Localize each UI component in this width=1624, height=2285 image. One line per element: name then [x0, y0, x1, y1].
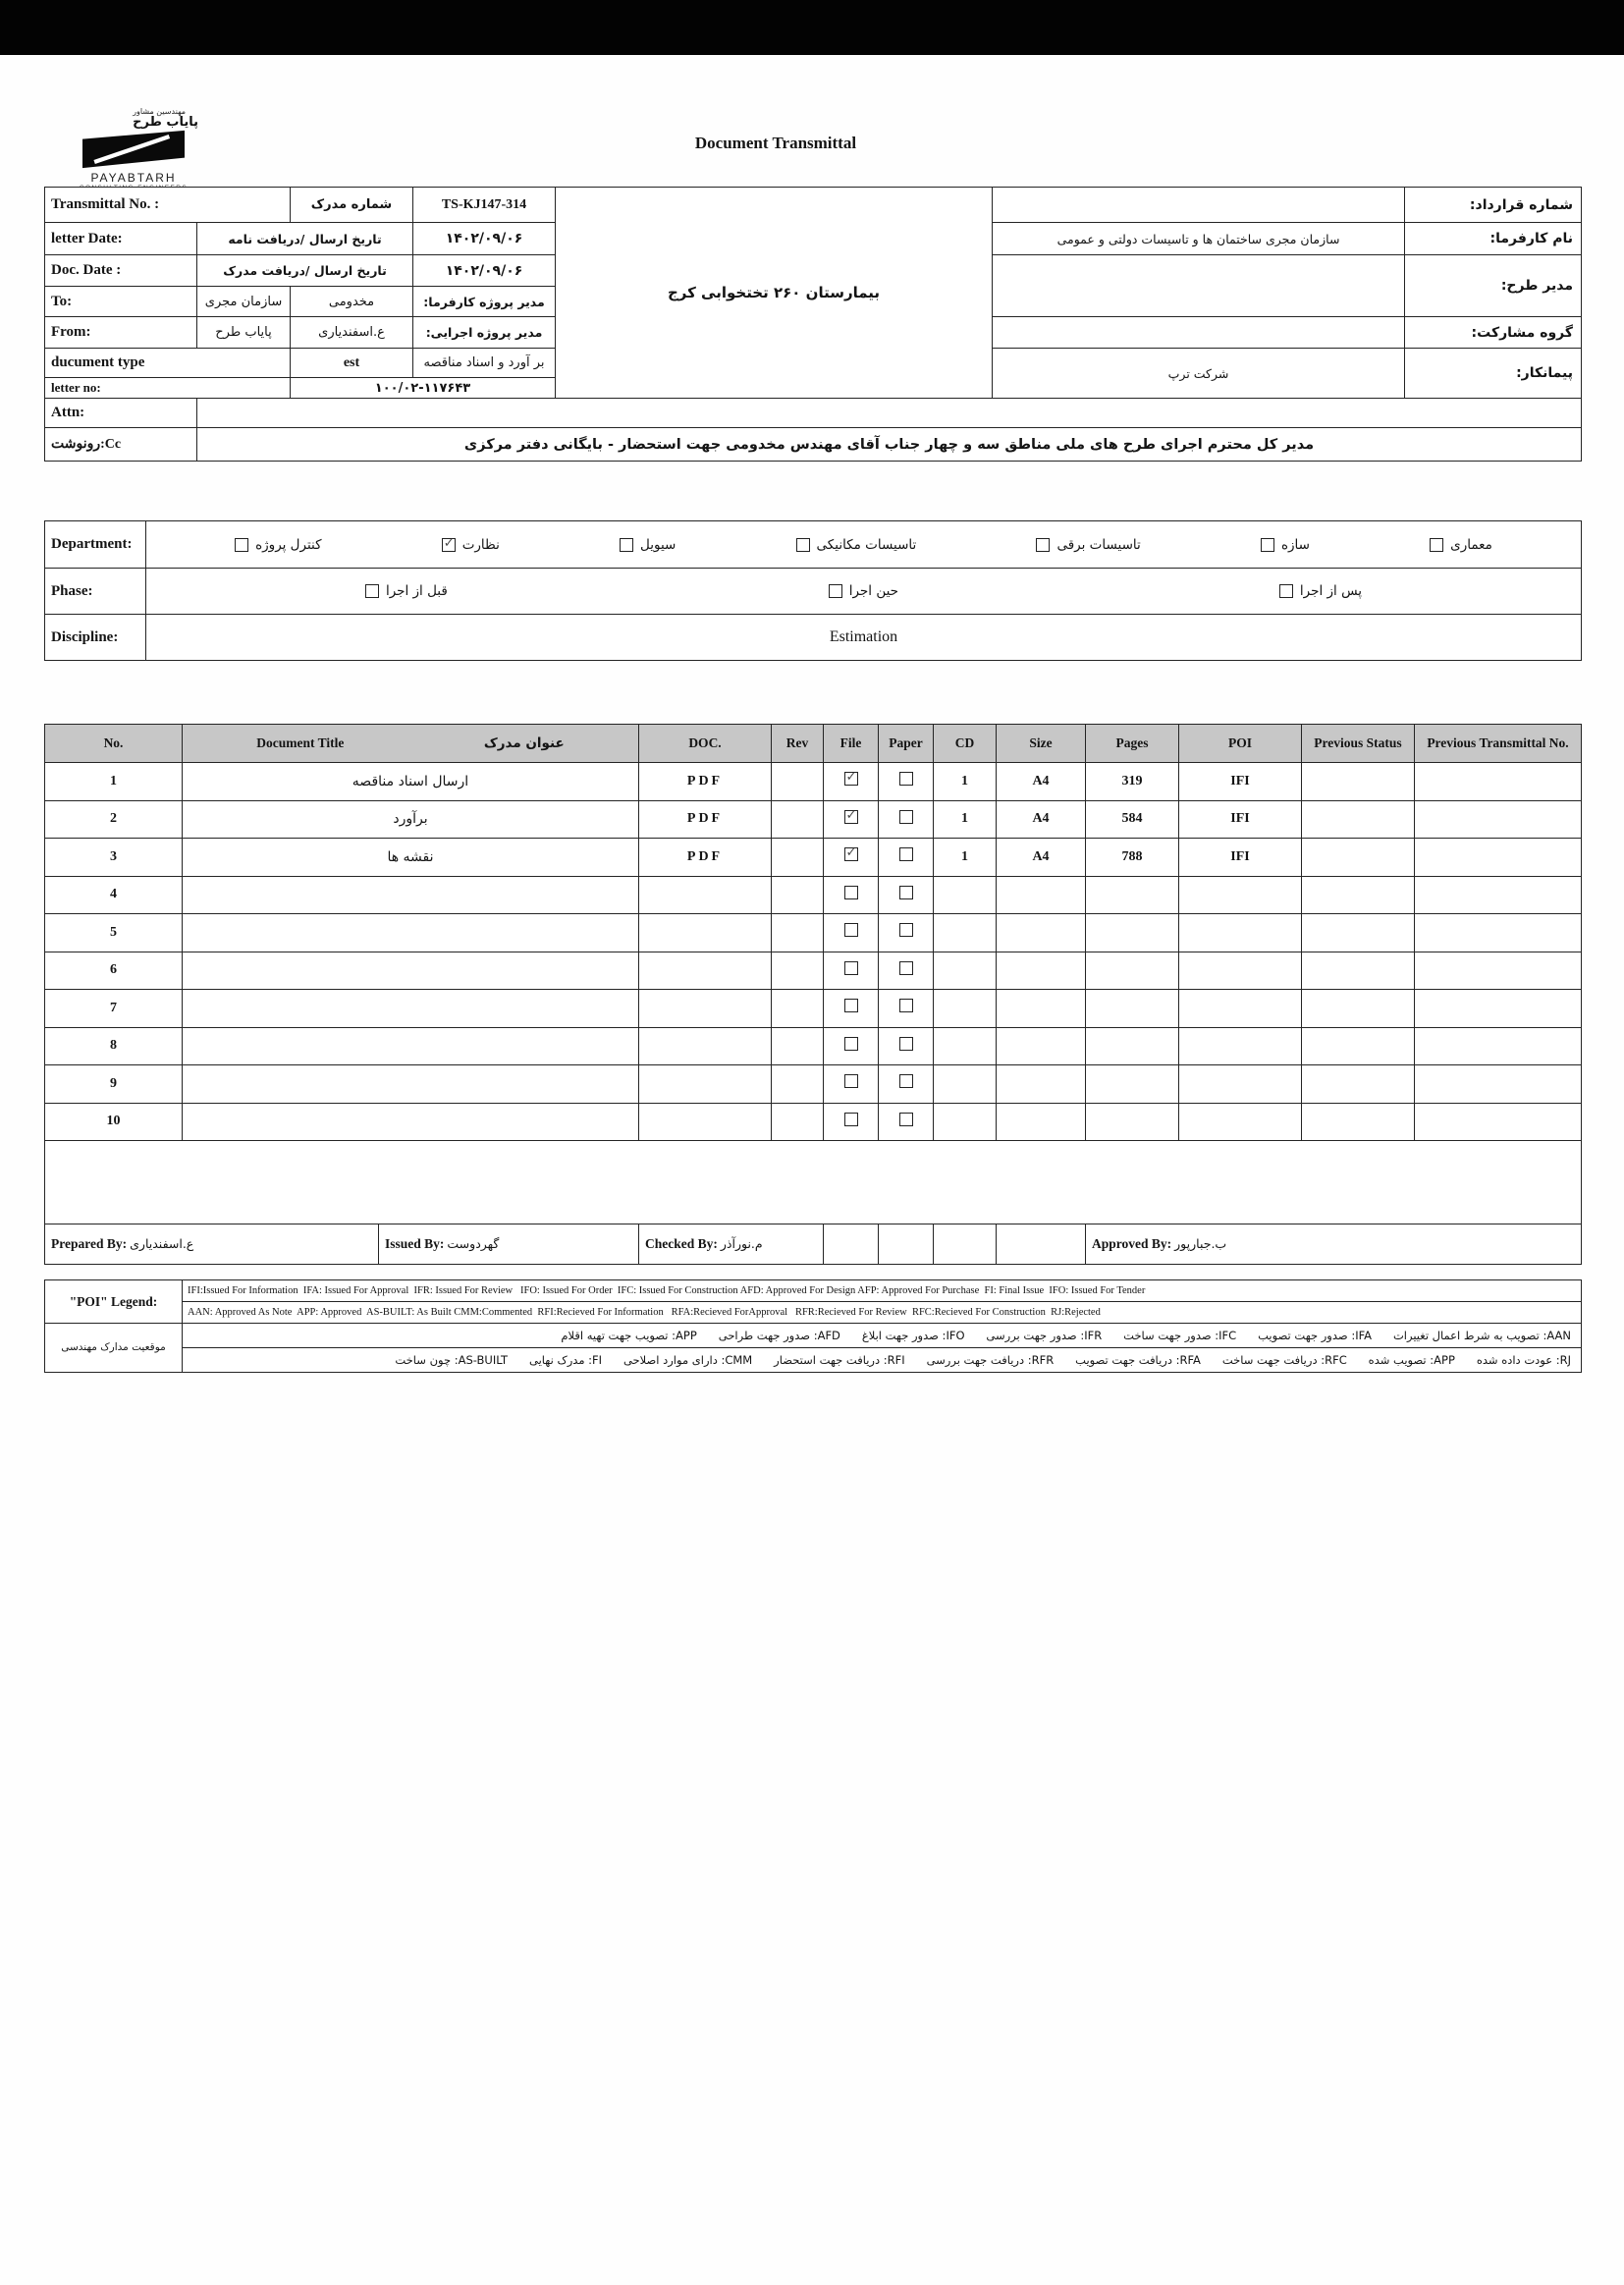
phase-option: [1279, 583, 1362, 599]
doc-paper-cell: [879, 1065, 934, 1104]
department-option: [442, 537, 500, 553]
document-row: [45, 876, 1582, 914]
doc-type-cell: PDF: [639, 839, 772, 877]
doc-type-cell: [639, 990, 772, 1028]
header-title-fa: عنوان مدرک: [483, 735, 565, 751]
checkbox-unchecked[interactable]: [844, 1037, 858, 1051]
doc-no-cell: 8: [45, 1027, 183, 1065]
checkbox-unchecked[interactable]: [899, 847, 913, 861]
option-label: حین اجرا: [848, 583, 899, 599]
doc-pages-cell: 584: [1086, 800, 1179, 839]
checkbox-unchecked[interactable]: [899, 772, 913, 786]
doc-paper-cell: [879, 952, 934, 990]
transmittal-no-label: Transmittal No. :: [45, 188, 291, 223]
doc-title-cell: ارسال اسناد مناقصه: [183, 763, 639, 801]
to-person: مخدومی: [291, 287, 413, 317]
doc-cd-cell: [934, 876, 997, 914]
header-prev-status: Previous Status: [1302, 725, 1415, 763]
doc-poi-cell: [1179, 1027, 1302, 1065]
doc-file-cell: [824, 1103, 879, 1141]
phase-label: Phase:: [45, 569, 146, 615]
doc-no-cell: 1: [45, 763, 183, 801]
doc-cd-cell: [934, 1027, 997, 1065]
doc-file-cell: [824, 990, 879, 1028]
doc-file-cell: [824, 800, 879, 839]
doc-type-cell: [639, 952, 772, 990]
doc-type-cell: [639, 876, 772, 914]
checkbox-unchecked[interactable]: [899, 1113, 913, 1126]
doc-prev-no-cell: [1415, 876, 1582, 914]
doc-size-cell: [997, 1065, 1086, 1104]
from-person: ع.اسفندیاری: [291, 317, 413, 349]
document-row: [45, 839, 1582, 877]
document-row: [45, 952, 1582, 990]
doc-paper-cell: [879, 763, 934, 801]
checkbox-unchecked[interactable]: [1279, 584, 1293, 598]
doc-type-cell: PDF: [639, 800, 772, 839]
approved-by-value: ب.جبارپور: [1174, 1236, 1227, 1251]
doc-pages-cell: [1086, 914, 1179, 952]
doc-prev-status-cell: [1302, 800, 1415, 839]
doc-pages-cell: [1086, 990, 1179, 1028]
checkbox-unchecked[interactable]: [899, 999, 913, 1012]
discipline-label: Discipline:: [45, 615, 146, 661]
fa-legend-line-1: AAN: تصویب به شرط اعمال تغییرات IFA: صدور جهت تصویب IFC: صدور جهت ساخت IFR: صدور جهت بررسی IFO: صدور جهت ابلاغ AFD: صدور جهت طراحی APP: تصویب جهت تهیه اقلام: [183, 1324, 1582, 1348]
doc-poi-cell: [1179, 990, 1302, 1028]
doc-file-cell: [824, 1027, 879, 1065]
doc-paper-cell: [879, 800, 934, 839]
doc-no-cell: 5: [45, 914, 183, 952]
empty-space-cell: [45, 1141, 1582, 1224]
doc-rev-cell: [772, 800, 824, 839]
client-pm-label: مدیر پروژه کارفرما:: [413, 287, 556, 317]
doc-title-cell: [183, 1027, 639, 1065]
empty-space-row: [45, 1141, 1582, 1224]
fa-legend-line-2: RJ: عودت داده شده APP: تصویب شده RFC: دریافت جهت ساخت RFA: دریافت جهت تصویب RFR: دریافت جهت بررسی RFI: دریافت جهت استحضار CMM: دارای موارد اصلاحی FI: مدرک نهایی AS-BUILT: چون ساخت: [183, 1348, 1582, 1373]
doc-pages-cell: 788: [1086, 839, 1179, 877]
doc-prev-status-cell: [1302, 990, 1415, 1028]
doc-cd-cell: [934, 952, 997, 990]
doc-type-cell: PDF: [639, 763, 772, 801]
doc-cd-cell: [934, 1103, 997, 1141]
document-row: [45, 990, 1582, 1028]
doc-poi-cell: [1179, 1065, 1302, 1104]
signature-row: [44, 1224, 1582, 1265]
doc-title-cell: [183, 1065, 639, 1104]
doc-title-cell: نقشه ها: [183, 839, 639, 877]
doc-rev-cell: [772, 914, 824, 952]
checkbox-unchecked[interactable]: [844, 1074, 858, 1088]
department-option: [1036, 537, 1140, 553]
doc-paper-cell: [879, 990, 934, 1028]
department-option: [1430, 537, 1492, 553]
header-no: No.: [45, 725, 183, 763]
checked-by-label: Checked By:: [645, 1236, 718, 1251]
document-type-fa: بر آورد و اسناد مناقصه: [413, 349, 556, 378]
department-option: [620, 537, 676, 553]
doc-poi-cell: [1179, 1103, 1302, 1141]
option-label: نظارت: [461, 536, 500, 553]
option-label: پس از اجرا: [1299, 583, 1363, 599]
doc-poi-cell: [1179, 914, 1302, 952]
document-row: [45, 914, 1582, 952]
from-label: From:: [45, 317, 197, 349]
logo-en-name: PAYABTARH: [90, 171, 177, 186]
phase-option: [829, 583, 898, 599]
header-size: Size: [997, 725, 1086, 763]
jv-group-label: گروه مشارکت:: [1405, 317, 1582, 349]
doc-poi-cell: IFI: [1179, 839, 1302, 877]
doc-prev-no-cell: [1415, 990, 1582, 1028]
issued-by-value: گهردوست: [447, 1236, 500, 1251]
doc-file-cell: [824, 763, 879, 801]
doc-size-cell: A4: [997, 763, 1086, 801]
doc-rev-cell: [772, 1065, 824, 1104]
contractor-value: شرکت ترپ: [993, 349, 1405, 399]
checkbox-unchecked[interactable]: [365, 584, 379, 598]
header-prev-no: Previous Transmittal No.: [1415, 725, 1582, 763]
doc-title-cell: [183, 990, 639, 1028]
doc-rev-cell: [772, 1103, 824, 1141]
doc-type-cell: [639, 1103, 772, 1141]
doc-poi-cell: IFI: [1179, 800, 1302, 839]
doc-pages-cell: [1086, 952, 1179, 990]
doc-prev-no-cell: [1415, 1065, 1582, 1104]
doc-prev-status-cell: [1302, 839, 1415, 877]
doc-pages-cell: [1086, 1065, 1179, 1104]
doc-prev-no-cell: [1415, 1027, 1582, 1065]
signature-empty-cell: [879, 1224, 934, 1265]
checkbox-checked[interactable]: [844, 810, 858, 824]
doc-prev-no-cell: [1415, 1103, 1582, 1141]
doc-file-cell: [824, 914, 879, 952]
option-label: سیویل: [640, 536, 677, 553]
department-option: [235, 537, 321, 553]
doc-pages-cell: [1086, 876, 1179, 914]
department-option: [796, 537, 917, 553]
doc-paper-cell: [879, 1103, 934, 1141]
doc-type-cell: [639, 1065, 772, 1104]
option-label: سازه: [1280, 536, 1310, 553]
document-row: [45, 800, 1582, 839]
doc-rev-cell: [772, 952, 824, 990]
doc-prev-status-cell: [1302, 876, 1415, 914]
checkbox-checked[interactable]: [442, 538, 456, 552]
doc-cd-cell: [934, 990, 997, 1028]
header-paper: Paper: [879, 725, 934, 763]
doc-paper-cell: [879, 839, 934, 877]
doc-prev-status-cell: [1302, 1065, 1415, 1104]
doc-poi-cell: [1179, 876, 1302, 914]
doc-paper-cell: [879, 876, 934, 914]
letter-date-label: letter Date:: [45, 223, 197, 255]
prepared-by-cell: [45, 1224, 379, 1265]
doc-prev-no-cell: [1415, 839, 1582, 877]
transmittal-no-value: TS-KJ147-314: [413, 188, 556, 223]
signature-empty-cell: [997, 1224, 1086, 1265]
checkbox-unchecked[interactable]: [844, 1113, 858, 1126]
doc-prev-status-cell: [1302, 1103, 1415, 1141]
doc-size-cell: [997, 1103, 1086, 1141]
doc-paper-cell: [879, 914, 934, 952]
doc-pages-cell: [1086, 1027, 1179, 1065]
doc-title-cell: [183, 914, 639, 952]
attn-label: Attn:: [45, 399, 197, 428]
document-row: [45, 1065, 1582, 1104]
checkbox-unchecked[interactable]: [844, 923, 858, 937]
approved-by-cell: [1086, 1224, 1582, 1265]
contractor-label: پیمانکار:: [1405, 349, 1582, 399]
doc-prev-status-cell: [1302, 914, 1415, 952]
doc-poi-cell: [1179, 952, 1302, 990]
checkbox-unchecked[interactable]: [620, 538, 633, 552]
header-file: File: [824, 725, 879, 763]
letter-no-label: letter no:: [45, 378, 291, 399]
checkbox-unchecked[interactable]: [844, 886, 858, 899]
classification-table: [44, 520, 1582, 661]
doc-title-cell: [183, 876, 639, 914]
doc-title-cell: [183, 952, 639, 990]
option-label: قبل از اجرا: [385, 583, 448, 599]
doc-date-label: Doc. Date :: [45, 255, 197, 287]
doc-cd-cell: [934, 1065, 997, 1104]
fa-legend-label: موقعیت مدارک مهندسی: [45, 1324, 183, 1373]
doc-no-cell: 7: [45, 990, 183, 1028]
transmittal-no-label-fa: شماره مدرک: [291, 188, 413, 223]
checkbox-unchecked[interactable]: [1261, 538, 1274, 552]
prepared-by-value: ع.اسفندیاری: [130, 1236, 194, 1251]
checkbox-unchecked[interactable]: [844, 961, 858, 975]
document-type-label: ducument type: [45, 349, 291, 378]
checkbox-unchecked[interactable]: [899, 1074, 913, 1088]
department-label: Department:: [45, 521, 146, 569]
doc-rev-cell: [772, 876, 824, 914]
doc-prev-status-cell: [1302, 763, 1415, 801]
doc-cd-cell: 1: [934, 763, 997, 801]
signature-empty-cell: [934, 1224, 997, 1265]
doc-title-cell: [183, 1103, 639, 1141]
doc-cd-cell: [934, 914, 997, 952]
contract-no-label: شماره قرارداد:: [1405, 188, 1582, 223]
header-rev: Rev: [772, 725, 824, 763]
design-manager-value: [993, 255, 1405, 317]
signature-empty-cell: [824, 1224, 879, 1265]
doc-file-cell: [824, 839, 879, 877]
checkbox-unchecked[interactable]: [829, 584, 842, 598]
checkbox-unchecked[interactable]: [899, 810, 913, 824]
checkbox-unchecked[interactable]: [899, 886, 913, 899]
attn-value: [197, 399, 1582, 428]
checkbox-checked[interactable]: [844, 772, 858, 786]
doc-type-cell: [639, 914, 772, 952]
jv-group-value: [993, 317, 1405, 349]
doc-prev-no-cell: [1415, 800, 1582, 839]
doc-date-label-fa: تاریخ ارسال /دریافت مدرک: [197, 255, 413, 287]
contract-no-value: [993, 188, 1405, 223]
doc-cd-cell: 1: [934, 839, 997, 877]
doc-size-cell: [997, 1027, 1086, 1065]
doc-size-cell: A4: [997, 839, 1086, 877]
doc-no-cell: 9: [45, 1065, 183, 1104]
design-manager-label: مدیر طرح:: [1405, 255, 1582, 317]
letter-date-label-fa: تاریخ ارسال /دریافت نامه: [197, 223, 413, 255]
department-options: [150, 537, 1577, 553]
phase-option: [365, 583, 448, 599]
header-title-en: Document Title: [256, 735, 345, 750]
header-title: [183, 725, 639, 763]
scan-top-band: [0, 0, 1624, 55]
checkbox-checked[interactable]: [844, 847, 858, 861]
document-row: [45, 763, 1582, 801]
project-name: بیمارستان ۲۶۰ تختخوابی کرج: [556, 188, 993, 399]
doc-prev-status-cell: [1302, 1027, 1415, 1065]
doc-pages-cell: 319: [1086, 763, 1179, 801]
checkbox-unchecked[interactable]: [1036, 538, 1050, 552]
client-value: سازمان مجری ساختمان ها و تاسیسات دولتی و عمومی: [993, 223, 1405, 255]
option-label: معماری: [1450, 536, 1492, 553]
to-org: سازمان مجری: [197, 287, 291, 317]
checkbox-unchecked[interactable]: [899, 961, 913, 975]
option-label: تاسیسات مکانیکی: [816, 536, 917, 553]
doc-cd-cell: 1: [934, 800, 997, 839]
header-poi: POI: [1179, 725, 1302, 763]
doc-size-cell: [997, 952, 1086, 990]
doc-date-value: ۱۴۰۲/۰۹/۰۶: [413, 255, 556, 287]
document-row: [45, 1027, 1582, 1065]
poi-legend-line-2: AAN: Approved As Note APP: Approved AS-BUILT: As Built CMM:Commented RFI:Recieved For Information RFA:Recieved ForApproval RFR:Recieved For Review RFC:Recieved For Construction RJ:Rejected: [183, 1302, 1582, 1324]
documents-table: [44, 724, 1582, 1224]
phase-options: [150, 583, 1577, 599]
doc-pages-cell: [1086, 1103, 1179, 1141]
checkbox-unchecked[interactable]: [796, 538, 810, 552]
checkbox-unchecked[interactable]: [899, 923, 913, 937]
doc-poi-cell: IFI: [1179, 763, 1302, 801]
checked-by-value: م.نورآذر: [720, 1236, 763, 1251]
option-label: تاسیسات برقی: [1056, 536, 1141, 553]
doc-file-cell: [824, 876, 879, 914]
to-label: To:: [45, 287, 197, 317]
doc-prev-status-cell: [1302, 952, 1415, 990]
cc-label: رونوشت:Cc: [45, 428, 197, 462]
header-table: [44, 187, 1582, 462]
checked-by-cell: [639, 1224, 824, 1265]
logo-fa-tagline: مهندسین مشاور: [133, 107, 187, 116]
doc-file-cell: [824, 1065, 879, 1104]
option-label: کنترل پروژه: [255, 536, 322, 553]
executive-pm-label: مدیر پروژه اجرایی:: [413, 317, 556, 349]
letter-no-value: ۱۰۰/۰۲-۱۱۷۶۴۳: [291, 378, 556, 399]
doc-prev-no-cell: [1415, 763, 1582, 801]
from-org: پایاب طرح: [197, 317, 291, 349]
doc-size-cell: [997, 990, 1086, 1028]
poi-legend-line-1: IFI:Issued For Information IFA: Issued For Approval IFR: Issued For Review IFO: Issued For Order IFC: Issued For Construction AFD: Approved For Design AFP: Approved For Purchase FI: Final Issue IFO: Issued For Tender: [183, 1280, 1582, 1302]
doc-size-cell: A4: [997, 800, 1086, 839]
doc-rev-cell: [772, 839, 824, 877]
legend-table: [44, 1279, 1582, 1373]
documents-tbody: [45, 763, 1582, 1141]
prepared-by-label: Prepared By:: [51, 1236, 128, 1251]
doc-size-cell: [997, 876, 1086, 914]
checkbox-unchecked[interactable]: [844, 999, 858, 1012]
department-option: [1261, 537, 1310, 553]
header-doc: DOC.: [639, 725, 772, 763]
doc-no-cell: 10: [45, 1103, 183, 1141]
doc-no-cell: 3: [45, 839, 183, 877]
client-label: نام کارفرما:: [1405, 223, 1582, 255]
document-type-code: est: [291, 349, 413, 378]
doc-rev-cell: [772, 990, 824, 1028]
header-pages: Pages: [1086, 725, 1179, 763]
issued-by-cell: [379, 1224, 639, 1265]
document-row: [45, 1103, 1582, 1141]
doc-file-cell: [824, 952, 879, 990]
doc-prev-no-cell: [1415, 914, 1582, 952]
doc-prev-no-cell: [1415, 952, 1582, 990]
doc-no-cell: 6: [45, 952, 183, 990]
doc-no-cell: 4: [45, 876, 183, 914]
doc-title-cell: برآورد: [183, 800, 639, 839]
logo-fa-text: [133, 108, 198, 130]
checkbox-unchecked[interactable]: [1430, 538, 1443, 552]
doc-size-cell: [997, 914, 1086, 952]
doc-type-cell: [639, 1027, 772, 1065]
doc-no-cell: 2: [45, 800, 183, 839]
checkbox-unchecked[interactable]: [235, 538, 248, 552]
doc-rev-cell: [772, 1027, 824, 1065]
discipline-value: Estimation: [146, 615, 1582, 661]
header-cd: CD: [934, 725, 997, 763]
letter-date-value: ۱۴۰۲/۰۹/۰۶: [413, 223, 556, 255]
poi-legend-label: "POI" Legend:: [45, 1280, 183, 1324]
cc-value: مدیر کل محترم اجرای طرح های ملی مناطق سه و چهار جناب آقای مهندس مخدومی جهت استحضار - بایگانی دفتر مرکزی: [197, 428, 1582, 462]
logo-fa-name: پایاب طرح: [133, 115, 198, 131]
checkbox-unchecked[interactable]: [899, 1037, 913, 1051]
doc-paper-cell: [879, 1027, 934, 1065]
doc-rev-cell: [772, 763, 824, 801]
issued-by-label: Issued By:: [385, 1236, 445, 1251]
approved-by-label: Approved By:: [1092, 1236, 1172, 1251]
page-title: Document Transmittal: [694, 134, 857, 152]
